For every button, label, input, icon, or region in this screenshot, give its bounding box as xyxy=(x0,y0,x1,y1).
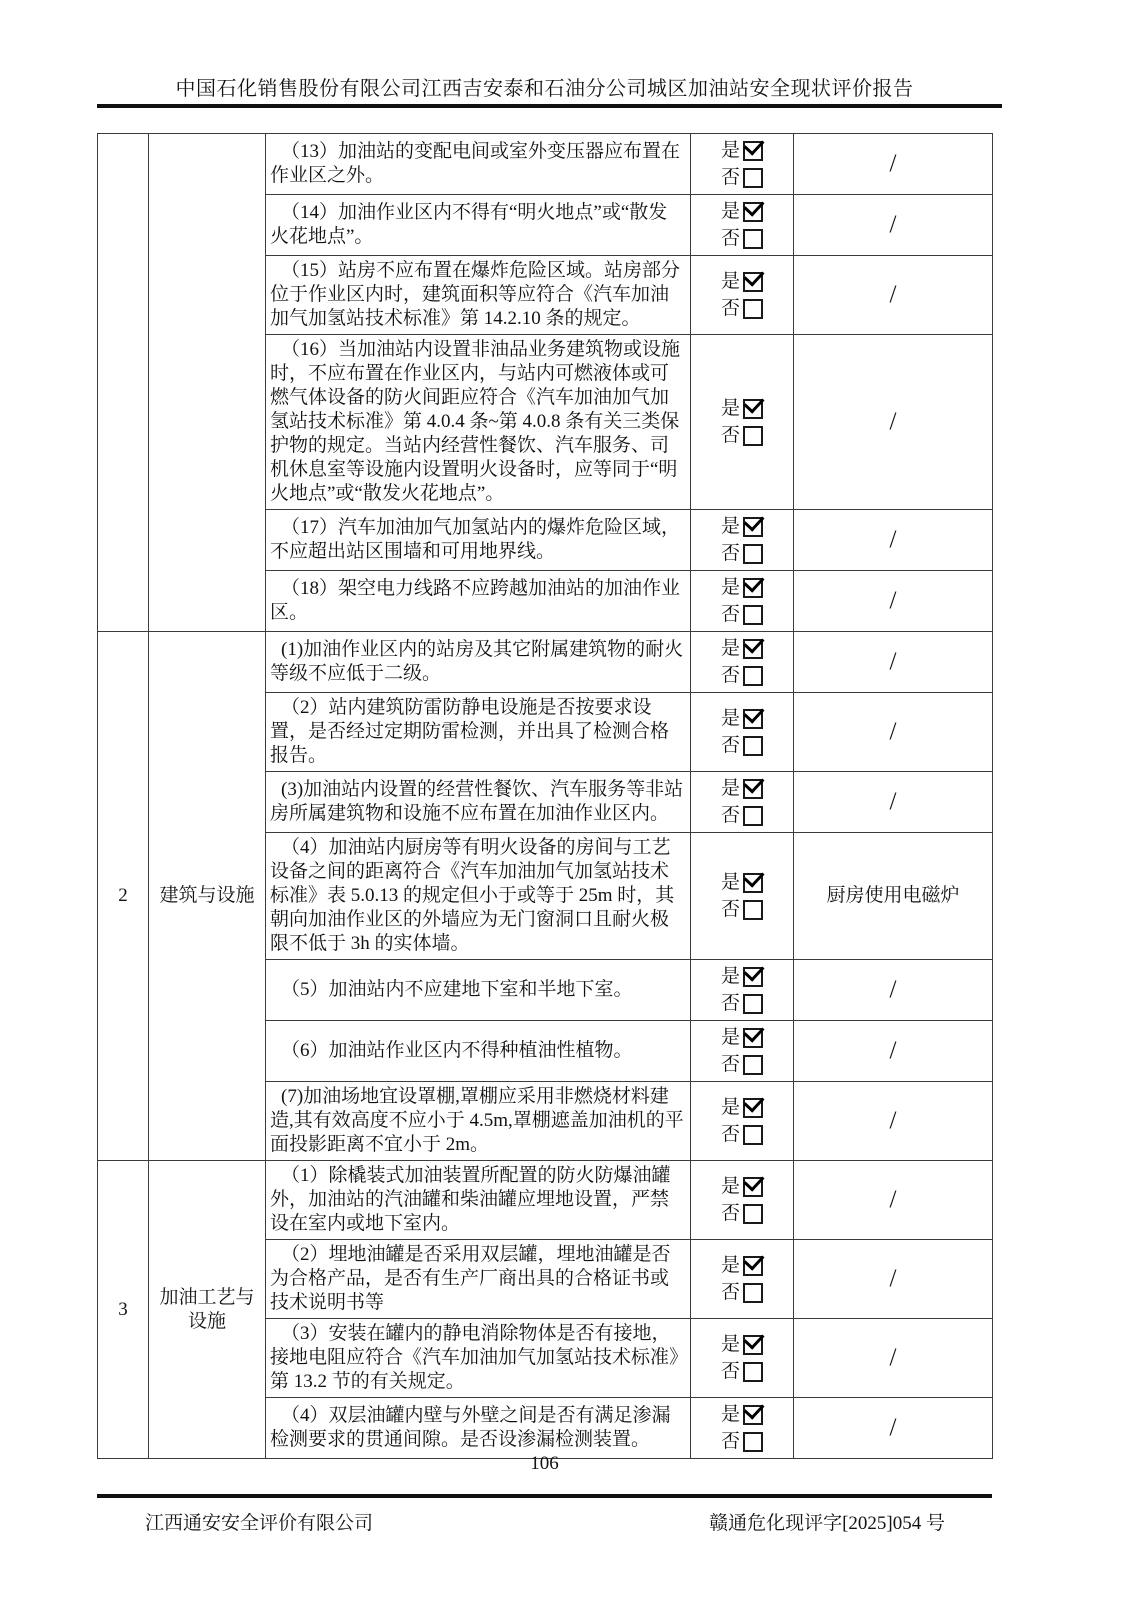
no-label: 否 xyxy=(720,297,740,319)
remark-cell: / xyxy=(794,1021,993,1082)
remark-cell: / xyxy=(794,335,993,510)
no-checkbox[interactable] xyxy=(743,900,763,920)
item-text: （1）除橇装式加油装置所配置的防火防爆油罐外，加油站的汽油罐和柴油罐应埋地设置，严禁设在室内或地下室内。 xyxy=(266,1161,691,1240)
remark-cell: / xyxy=(794,1240,993,1319)
yes-checkbox[interactable] xyxy=(743,202,763,222)
no-checkbox[interactable] xyxy=(743,426,763,446)
yes-label: 是 xyxy=(720,707,740,729)
no-label: 否 xyxy=(720,804,740,826)
yes-label: 是 xyxy=(720,139,740,161)
yes-checkbox[interactable] xyxy=(743,141,763,161)
yes-label: 是 xyxy=(720,515,740,537)
yes-label: 是 xyxy=(720,576,740,598)
yes-no-cell xyxy=(691,195,794,256)
yes-no-cell xyxy=(691,510,794,571)
no-checkbox[interactable] xyxy=(743,605,763,625)
yes-checkbox[interactable] xyxy=(743,779,763,799)
yes-no-cell xyxy=(691,1240,794,1319)
yes-label: 是 xyxy=(720,200,740,222)
check-icon xyxy=(743,571,764,592)
yes-no-cell xyxy=(691,1398,794,1459)
check-icon xyxy=(743,702,764,723)
yes-checkbox[interactable] xyxy=(743,967,763,987)
yes-checkbox[interactable] xyxy=(743,639,763,659)
no-checkbox[interactable] xyxy=(743,544,763,564)
remark-cell: / xyxy=(794,960,993,1021)
yes-label: 是 xyxy=(720,270,740,292)
footer xyxy=(145,1508,945,1535)
check-icon xyxy=(743,392,764,413)
yes-checkbox[interactable] xyxy=(743,1028,763,1048)
yes-checkbox[interactable] xyxy=(743,517,763,537)
yes-no-cell xyxy=(691,134,794,195)
check-icon xyxy=(743,510,764,531)
item-text: (1)加油作业区内的站房及其它附属建筑物的耐火等级不应低于二级。 xyxy=(266,632,691,693)
check-icon xyxy=(743,1249,764,1270)
no-label: 否 xyxy=(720,1202,740,1224)
item-text: （4）双层油罐内壁与外壁之间是否有满足渗漏检测要求的贯通间隙。是否设渗漏检测装置。 xyxy=(266,1398,691,1459)
page-title: 中国石化销售股份有限公司江西吉安泰和石油分公司城区加油站安全现状评价报告 xyxy=(175,78,914,100)
remark-cell: / xyxy=(794,1161,993,1240)
no-label: 否 xyxy=(720,898,740,920)
remark-cell: / xyxy=(794,256,993,335)
no-checkbox[interactable] xyxy=(743,666,763,686)
check-icon xyxy=(743,1021,764,1042)
no-checkbox[interactable] xyxy=(743,1362,763,1382)
item-text: （15）站房不应布置在爆炸危险区域。站房部分位于作业区内时，建筑面积等应符合《汽车加油加气加氢站技术标准》第 14.2.10 条的规定。 xyxy=(266,256,691,335)
remark-cell: / xyxy=(794,1082,993,1161)
yes-checkbox[interactable] xyxy=(743,1256,763,1276)
check-icon xyxy=(743,195,764,216)
check-icon xyxy=(743,1328,764,1349)
no-checkbox[interactable] xyxy=(743,806,763,826)
section-number: 3 xyxy=(98,1161,149,1459)
yes-checkbox[interactable] xyxy=(743,709,763,729)
yes-label: 是 xyxy=(720,965,740,987)
yes-checkbox[interactable] xyxy=(743,873,763,893)
item-text: （2）站内建筑防雷防静电设施是否按要求设置，是否经过定期防雷检测，并出具了检测合格报告。 xyxy=(266,693,691,772)
no-checkbox[interactable] xyxy=(743,168,763,188)
check-icon xyxy=(743,866,764,887)
yes-checkbox[interactable] xyxy=(743,272,763,292)
section-category: 加油工艺与设施 xyxy=(149,1161,266,1459)
yes-checkbox[interactable] xyxy=(743,1405,763,1425)
footer-company: 江西通安安全评价有限公司 xyxy=(145,1513,374,1534)
table-row xyxy=(98,1161,993,1240)
yes-checkbox[interactable] xyxy=(743,1335,763,1355)
footer-doc-number: 赣通危化现评字[2025]054 号 xyxy=(709,1513,945,1534)
check-icon xyxy=(743,1170,764,1191)
section-number xyxy=(98,134,149,632)
checklist-table xyxy=(97,133,993,1459)
checklist-body xyxy=(98,134,993,1459)
check-icon xyxy=(743,632,764,653)
remark-cell: / xyxy=(794,772,993,833)
no-label: 否 xyxy=(720,664,740,686)
remark-cell: / xyxy=(794,571,993,632)
yes-label: 是 xyxy=(720,871,740,893)
no-checkbox[interactable] xyxy=(743,1204,763,1224)
remark-cell: / xyxy=(794,195,993,256)
yes-label: 是 xyxy=(720,1333,740,1355)
header-divider xyxy=(97,104,1002,108)
yes-no-cell xyxy=(691,1021,794,1082)
yes-no-cell xyxy=(691,1082,794,1161)
yes-no-cell xyxy=(691,960,794,1021)
yes-label: 是 xyxy=(720,1254,740,1276)
item-text: (7)加油场地宜设罩棚,罩棚应采用非燃烧材料建造,其有效高度不应小于 4.5m,罩棚遮盖加油机的平面投影距离不宜小于 2m。 xyxy=(266,1082,691,1161)
yes-no-cell xyxy=(691,772,794,833)
check-icon xyxy=(743,1398,764,1419)
no-label: 否 xyxy=(720,1053,740,1075)
remark-cell: / xyxy=(794,134,993,195)
no-label: 否 xyxy=(720,734,740,756)
section-category: 建筑与设施 xyxy=(149,632,266,1161)
yes-no-cell xyxy=(691,833,794,960)
yes-no-cell xyxy=(691,1319,794,1398)
table-row xyxy=(98,134,993,195)
yes-label: 是 xyxy=(720,1403,740,1425)
yes-no-cell xyxy=(691,632,794,693)
no-checkbox[interactable] xyxy=(743,229,763,249)
page-number: 106 xyxy=(530,1453,559,1474)
no-checkbox[interactable] xyxy=(743,1055,763,1075)
yes-label: 是 xyxy=(720,1026,740,1048)
remark-cell: / xyxy=(794,1398,993,1459)
item-text: (3)加油站内设置的经营性餐饮、汽车服务等非站房所属建筑物和设施不应布置在加油作业区内。 xyxy=(266,772,691,833)
yes-checkbox[interactable] xyxy=(743,578,763,598)
no-checkbox[interactable] xyxy=(743,1283,763,1303)
yes-no-cell xyxy=(691,335,794,510)
no-label: 否 xyxy=(720,992,740,1014)
item-text: （17）汽车加油加气加氢站内的爆炸危险区域，不应超出站区围墙和可用地界线。 xyxy=(266,510,691,571)
item-text: （2）埋地油罐是否采用双层罐，埋地油罐是否为合格产品，是否有生产厂商出具的合格证书或技术说明书等 xyxy=(266,1240,691,1319)
footer-divider xyxy=(97,1494,992,1498)
remark-cell: 厨房使用电磁炉 xyxy=(794,833,993,960)
yes-label: 是 xyxy=(720,1175,740,1197)
remark-cell: / xyxy=(794,693,993,772)
item-text: （13）加油站的变配电间或室外变压器应布置在作业区之外。 xyxy=(266,134,691,195)
no-checkbox[interactable] xyxy=(743,1432,763,1452)
remark-cell: / xyxy=(794,632,993,693)
no-label: 否 xyxy=(720,227,740,249)
item-text: （3）安装在罐内的静电消除物体是否有接地，接地电阻应符合《汽车加油加气加氢站技术标准》第 13.2 节的有关规定。 xyxy=(266,1319,691,1398)
yes-no-cell xyxy=(691,693,794,772)
yes-label: 是 xyxy=(720,777,740,799)
yes-no-cell xyxy=(691,571,794,632)
check-icon xyxy=(743,772,764,793)
section-category xyxy=(149,134,266,632)
check-icon xyxy=(743,1091,764,1112)
no-checkbox[interactable] xyxy=(743,299,763,319)
item-text: （18）架空电力线路不应跨越加油站的加油作业区。 xyxy=(266,571,691,632)
table-row xyxy=(98,632,993,693)
item-text: （5）加油站内不应建地下室和半地下室。 xyxy=(266,960,691,1021)
section-number: 2 xyxy=(98,632,149,1161)
no-label: 否 xyxy=(720,166,740,188)
no-checkbox[interactable] xyxy=(743,994,763,1014)
check-icon xyxy=(743,960,764,981)
yes-no-cell xyxy=(691,256,794,335)
remark-cell: / xyxy=(794,510,993,571)
check-icon xyxy=(743,265,764,286)
no-checkbox[interactable] xyxy=(743,736,763,756)
yes-label: 是 xyxy=(720,1096,740,1118)
no-label: 否 xyxy=(720,542,740,564)
yes-label: 是 xyxy=(720,397,740,419)
yes-checkbox[interactable] xyxy=(743,1177,763,1197)
no-checkbox[interactable] xyxy=(743,1125,763,1145)
yes-checkbox[interactable] xyxy=(743,1098,763,1118)
no-label: 否 xyxy=(720,603,740,625)
remark-cell: / xyxy=(794,1319,993,1398)
item-text: （14）加油作业区内不得有“明火地点”或“散发火花地点”。 xyxy=(266,195,691,256)
no-label: 否 xyxy=(720,424,740,446)
no-label: 否 xyxy=(720,1430,740,1452)
no-label: 否 xyxy=(720,1281,740,1303)
check-icon xyxy=(743,134,764,155)
yes-checkbox[interactable] xyxy=(743,399,763,419)
item-text: （16）当加油站内设置非油品业务建筑物或设施时，不应布置在作业区内，与站内可燃液体或可燃气体设备的防火间距应符合《汽车加油加气加氢站技术标准》第 4.0.4 条~第 4.0.8 条有关三类保护物的规定。当站内经营性餐饮、汽车服务、司机休息室等设施内设置明火设备时，应等同于“明火地点”或“散发火花地点”。 xyxy=(266,335,691,510)
item-text: （6）加油站作业区内不得种植油性植物。 xyxy=(266,1021,691,1082)
yes-label: 是 xyxy=(720,637,740,659)
yes-no-cell xyxy=(691,1161,794,1240)
item-text: （4）加油站内厨房等有明火设备的房间与工艺设备之间的距离符合《汽车加油加气加氢站技术标准》表 5.0.13 的规定但小于或等于 25m 时，其朝向加油作业区的外墙应为无门窗洞口且耐火极限不低于 3h 的实体墙。 xyxy=(266,833,691,960)
no-label: 否 xyxy=(720,1123,740,1145)
no-label: 否 xyxy=(720,1360,740,1382)
